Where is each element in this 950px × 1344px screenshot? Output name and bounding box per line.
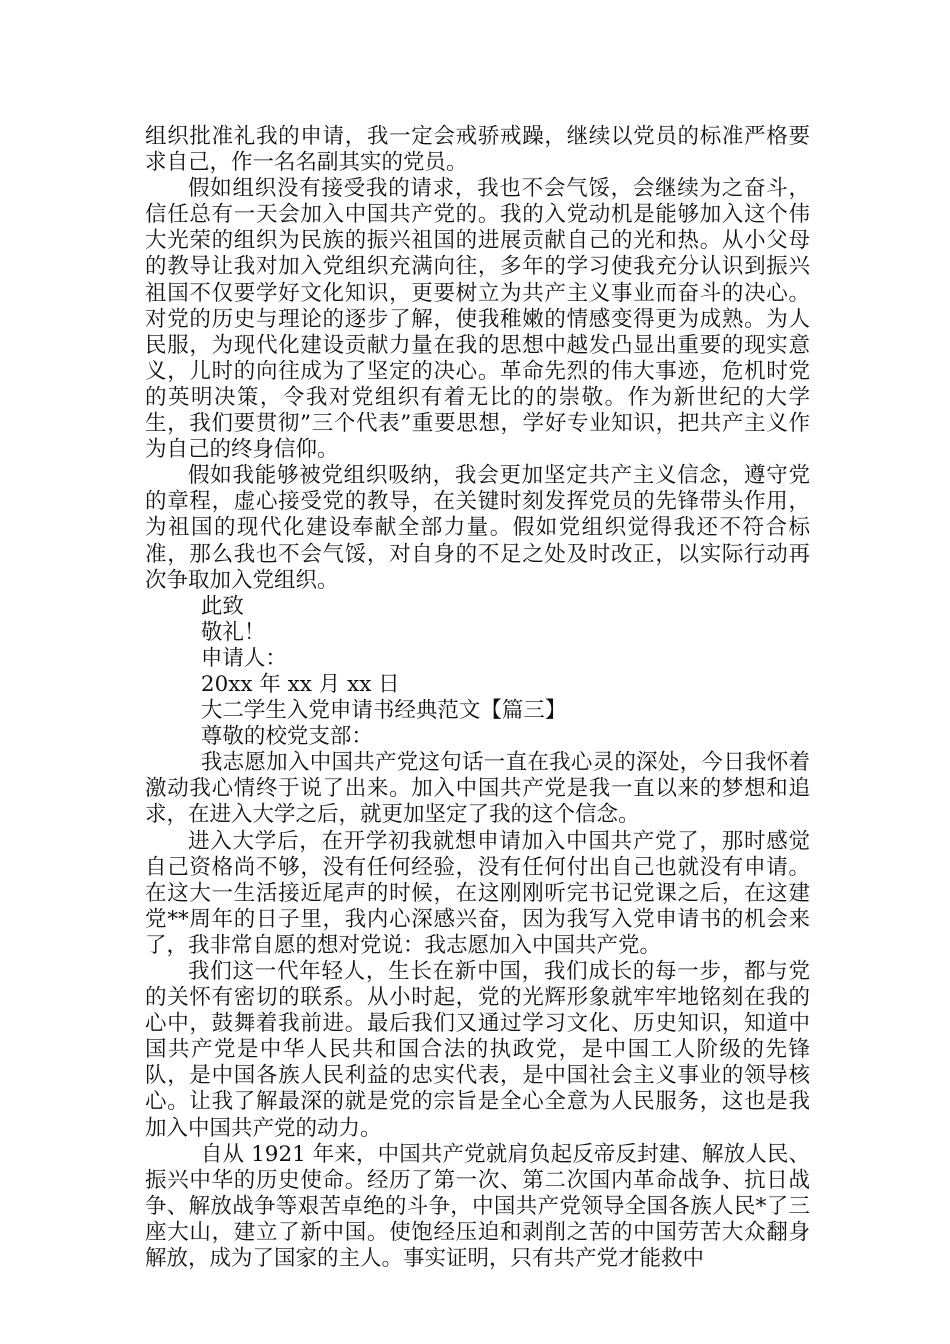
paragraph-motivation: 假如组织没有接受我的请求，我也不会气馁，会继续为之奋斗，信任总有一天会加入中国共产党的。我的入党动机是能够加入这个伟大光荣的组织为民族的振兴祖国的进展贡献自己的光和热。从小父母的教导让我对加入党组织充满向往，多年的学习使我充分认识到振兴祖国不仅要学好文化知识，更要树立为共产主义事业而奋斗的决心。对党的历史与理论的逐步了解，使我稚嫩的情感变得更为成熟。为人民服，为现代化建设贡献力量在我的思想中越发凸显出重要的现实意义，儿时的向往成为了坚定的决心。革命先烈的伟大事迹，危机时党的英明决策，令我对党组织有着无比的的崇敬。作为新世纪的大学生，我们要贯彻”三个代表”重要思想，学好专业知识，把共产主义作为自己的终身信仰。 <box>145 176 810 463</box>
document-page <box>145 124 810 1272</box>
section-title: 大二学生入党申请书经典范文【篇三】 <box>200 698 567 724</box>
paragraph-commitment: 假如我能够被党组织吸纳，我会更加坚定共产主义信念，遵守党的章程，虚心接受党的教导，在关键时刻发挥党员的先锋带头作用，为祖国的现代化建设奉献全部力量。假如党组织觉得我还不符合标准，那么我也不会气馁，对自身的不足之处及时改正，以实际行动再次争取加入党组织。 <box>145 463 810 593</box>
salutation: 尊敬的校党支部： <box>200 724 373 750</box>
body-paragraph-2: 进入大学后，在开学初我就想申请加入中国共产党了，那时感觉自己资格尚不够，没有任何经验，没有任何付出自己也就没有申请。在这大一生活接近尾声的时候，在这刚刚听完书记党课之后，在这建党**周年的日子里，我内心深感兴奋，因为我写入党申请书的机会来了，我非常自愿的想对党说：我志愿加入中国共产党。 <box>145 828 810 958</box>
closing-regards-1: 此致 <box>200 593 244 619</box>
body-paragraph-3: 我们这一代年轻人，生长在新中国，我们成长的每一步，都与党的关怀有密切的联系。从小时起，党的光辉形象就牢牢地铭刻在我的心中，鼓舞着我前进。最后我们又通过学习文化、历史知识，知道中国共产党是中华人民共和国合法的执政党，是中国工人阶级的先锋队，是中国各族人民利益的忠实代表，是中国社会主义事业的领导核心。让我了解最深的就是党的宗旨是全心全意为人民服务，这也是我加入中国共产党的动力。 <box>145 959 810 1141</box>
closing-date: 20xx 年 xx 月 xx 日 <box>200 671 400 697</box>
paragraph-continuation: 组织批准礼我的申请，我一定会戒骄戒躁，继续以党员的标准严格要求自己，作一名名副其实的党员。 <box>145 124 810 176</box>
body-paragraph-1: 我志愿加入中国共产党这句话一直在我心灵的深处，今日我怀着激动我心情终于说了出来。加入中国共产党是我一直以来的梦想和追求，在进入大学之后，就更加坚定了我的这个信念。 <box>145 750 810 828</box>
closing-regards-2: 敬礼！ <box>200 619 266 645</box>
body-paragraph-4: 自从 1921 年来，中国共产党就肩负起反帝反封建、解放人民、振兴中华的历史使命。经历了第一次、第二次国内革命战争、抗日战争、解放战争等艰苦卓绝的斗争，中国共产党领导全国各族人民*了三座大山，建立了新中国。使饱经压迫和剥削之苦的中国劳苦大众翻身解放，成为了国家的主人。事实证明，只有共产党才能救中 <box>145 1141 810 1272</box>
closing-applicant: 申请人： <box>200 645 287 671</box>
